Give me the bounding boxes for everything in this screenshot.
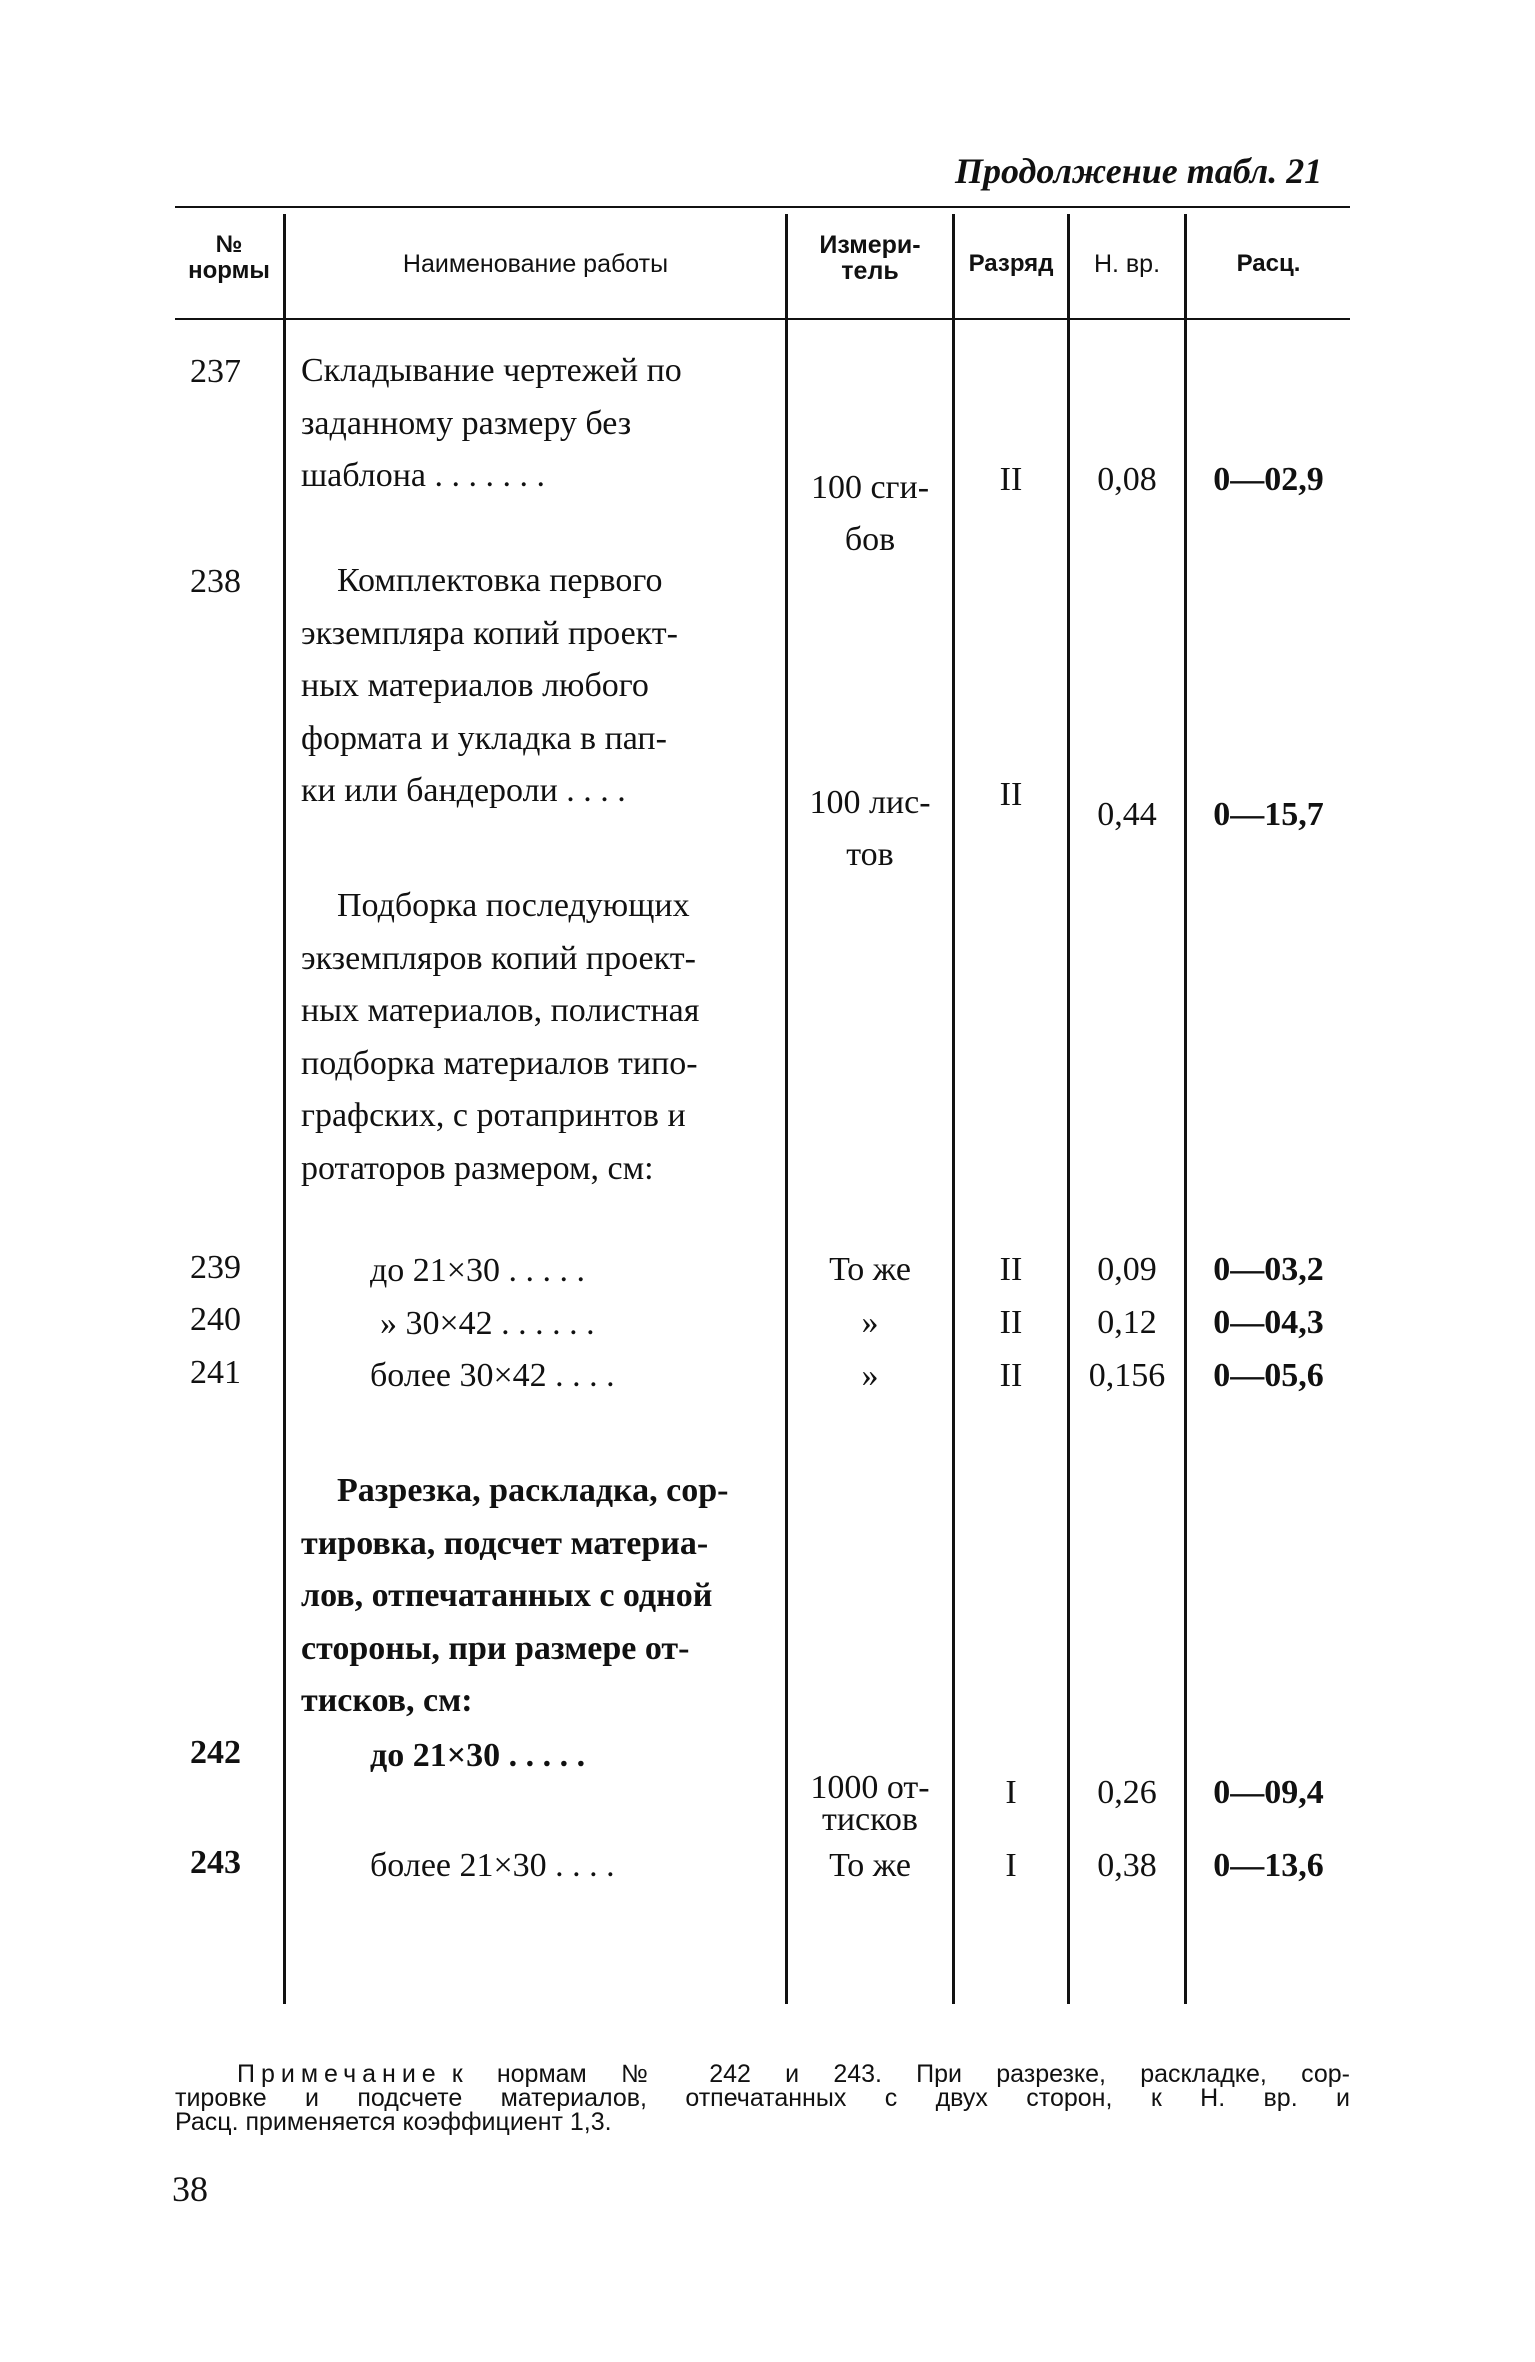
row-238-desc xyxy=(301,555,778,818)
desc-line: Складывание чертежей по xyxy=(301,352,682,389)
row-237-time: 0,08 xyxy=(1097,461,1157,498)
header-unit: Измери- тель xyxy=(819,231,921,285)
row-237-no: 237 xyxy=(190,353,241,390)
row-238-time: 0,44 xyxy=(1097,796,1157,833)
desc-line: ки или бандероли . . . . xyxy=(301,772,626,809)
row-238-rate: 0—15,7 xyxy=(1213,796,1324,833)
desc-line: ных материалов, полистная xyxy=(301,992,700,1029)
footnote-line-1 xyxy=(175,2062,1350,2086)
row-238-unit: 100 лис- тов xyxy=(809,784,931,873)
desc-line: до 21×30 . . . . . xyxy=(370,1737,586,1774)
desc-line: » 30×42 . . . . . . xyxy=(380,1305,595,1342)
row-240-unit: » xyxy=(861,1304,879,1341)
continuation-title: Продолжение табл. 21 xyxy=(955,151,1323,191)
row-242-time: 0,26 xyxy=(1097,1774,1157,1811)
group-heading-cutting xyxy=(301,1465,778,1728)
desc-line: тировка, подсчет материа- xyxy=(301,1524,709,1562)
desc-line: экземпляров копий проект- xyxy=(301,939,696,977)
table-top-rule xyxy=(175,206,1350,208)
desc-line: более 30×42 . . . . xyxy=(370,1357,615,1394)
row-238-grade: II xyxy=(999,776,1023,813)
row-242-unit: 1000 от- тисков xyxy=(810,1769,930,1838)
row-239-unit: То же xyxy=(829,1251,911,1288)
desc-line: экземпляра копий проект- xyxy=(301,614,678,652)
desc-line: более 21×30 . . . . xyxy=(370,1847,615,1884)
desc-line: Комплектовка первого xyxy=(337,562,663,599)
row-239-grade: II xyxy=(999,1251,1023,1288)
footnote-text-1: к нормам № 242 и 243. При разрезке, раскладке, сор- xyxy=(451,2060,1350,2088)
footnote xyxy=(175,2062,1350,2134)
row-240-grade: II xyxy=(999,1304,1023,1341)
header-no: № нормы xyxy=(188,231,270,284)
row-243-time: 0,38 xyxy=(1097,1847,1157,1884)
row-241-unit: » xyxy=(861,1357,879,1394)
row-237-grade: II xyxy=(999,461,1023,498)
desc-line: лов, отпечатанных с одной xyxy=(301,1577,713,1614)
row-242-grade: I xyxy=(1005,1774,1017,1811)
row-243-rate: 0—13,6 xyxy=(1213,1847,1324,1884)
row-239-desc xyxy=(370,1245,778,1298)
desc-line: Разрезка, раскладка, сор- xyxy=(337,1472,729,1509)
header-time: Н. вр. xyxy=(1093,250,1161,278)
column-divider-1 xyxy=(283,214,286,2004)
row-243-grade: I xyxy=(1005,1847,1017,1884)
desc-line: шаблона . . . . . . . xyxy=(301,457,545,494)
row-242-no: 242 xyxy=(190,1734,241,1771)
row-240-rate: 0—04,3 xyxy=(1213,1304,1324,1341)
page-number: 38 xyxy=(172,2169,208,2209)
row-243-no: 243 xyxy=(190,1844,241,1881)
desc-line: заданному размеру без xyxy=(301,404,632,442)
row-241-grade: II xyxy=(999,1357,1023,1394)
desc-line: тисков, см: xyxy=(301,1682,473,1719)
group-heading-selection xyxy=(301,880,778,1195)
row-239-no: 239 xyxy=(190,1249,241,1286)
row-243-unit: То же xyxy=(829,1847,911,1884)
header-grade: Разряд xyxy=(968,250,1054,277)
table-header-rule xyxy=(175,318,1350,320)
row-241-desc xyxy=(370,1350,778,1403)
row-238-no: 238 xyxy=(190,563,241,600)
row-240-no: 240 xyxy=(190,1301,241,1338)
row-242-desc xyxy=(370,1730,778,1783)
desc-line: Подборка последующих xyxy=(337,887,690,924)
row-243-desc xyxy=(370,1840,778,1893)
desc-line: до 21×30 . . . . . xyxy=(370,1252,585,1289)
row-241-rate: 0—05,6 xyxy=(1213,1357,1324,1394)
row-241-no: 241 xyxy=(190,1354,241,1391)
desc-line: подборка материалов типо- xyxy=(301,1044,698,1082)
header-name: Наименование работы xyxy=(402,250,669,278)
row-237-desc xyxy=(301,345,778,503)
row-241-time: 0,156 xyxy=(1088,1357,1166,1394)
footnote-text-3: Расц. применяется коэффициент 1,3. xyxy=(175,2108,612,2136)
row-237-unit: 100 сги- бов xyxy=(810,469,930,558)
desc-line: графских, с ротапринтов и xyxy=(301,1097,686,1134)
row-242-rate: 0—09,4 xyxy=(1213,1774,1324,1811)
row-239-time: 0,09 xyxy=(1097,1251,1157,1288)
row-237-rate: 0—02,9 xyxy=(1213,461,1324,498)
desc-line: стороны, при размере от- xyxy=(301,1629,690,1667)
row-240-desc xyxy=(380,1298,778,1351)
footnote-text-2: тировке и подсчете материалов, отпечатанных с двух сторон, к Н. вр. и xyxy=(175,2084,1350,2112)
desc-line: ротаторов размером, см: xyxy=(301,1149,654,1187)
header-rate: Расц. xyxy=(1236,250,1301,277)
footnote-lead: Примечание xyxy=(237,2060,442,2088)
row-240-time: 0,12 xyxy=(1097,1304,1157,1341)
row-239-rate: 0—03,2 xyxy=(1213,1251,1324,1288)
desc-line: формата и укладка в пап- xyxy=(301,719,667,757)
desc-line: ных материалов любого xyxy=(301,667,649,704)
